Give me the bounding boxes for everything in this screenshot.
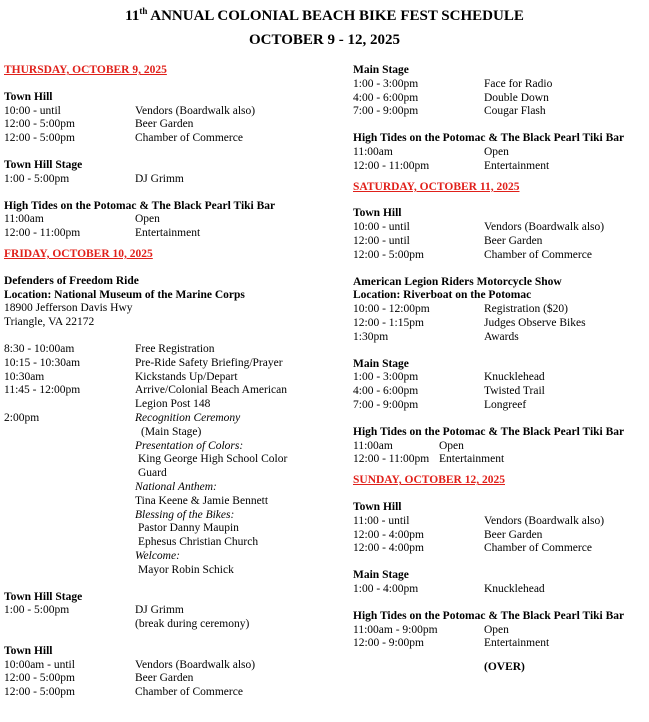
program-detail: Tina Keene & Jamie Bennett — [135, 494, 269, 507]
program-detail: Ephesus Christian Church — [138, 536, 259, 549]
program-label: Presentation of Colors: — [135, 439, 244, 452]
section-title: American Legion Riders Motorcycle Show — [353, 275, 562, 288]
left-column — [4, 64, 334, 700]
over-note: (OVER) — [484, 661, 525, 674]
schedule-row: 12:00 - 11:00pm Entertainment — [4, 227, 201, 240]
location-line: Location: Riverboat on the Potomac — [353, 289, 532, 302]
program-label: Welcome: — [135, 549, 180, 562]
schedule-row: 10:15 - 10:30am Pre-Ride Safety Briefing/Prayer — [4, 356, 283, 369]
section-title: Main Stage — [353, 569, 409, 582]
schedule-row: 7:00 - 9:00pm Cougar Flash — [353, 105, 546, 118]
address-line: 18900 Jefferson Davis Hwy — [4, 302, 133, 315]
schedule-row: 12:00 - 4:00pm Beer Garden — [353, 528, 543, 541]
schedule-row: 1:00 - 3:00pm Face for Radio — [353, 77, 553, 90]
program-label: National Anthem: — [135, 480, 217, 493]
schedule-row: 10:00 - until Vendors (Boardwalk also) — [4, 104, 256, 117]
schedule-row: 10:00 - until Vendors (Boardwalk also) — [353, 221, 605, 234]
page-header — [0, 6, 649, 50]
schedule-row: 12:00 - 5:00pm Chamber of Commerce — [4, 132, 243, 145]
schedule-row: 10:30am Kickstands Up/Depart — [4, 370, 238, 383]
schedule-row: 11:00am - 9:00pm Open — [353, 623, 509, 636]
schedule-row: 1:30pm Awards — [353, 330, 519, 343]
schedule-row: 10:00 - 12:00pm Registration ($20) — [353, 303, 568, 316]
schedule-row: Legion Post 148 — [135, 398, 211, 411]
ceremony-location: (Main Stage) — [141, 425, 202, 438]
schedule-row: 11:45 - 12:00pm Arrive/Colonial Beach American — [4, 384, 288, 397]
schedule-row: 2:00pm Recognition Ceremony — [4, 411, 241, 424]
schedule-row: 12:00 - 5:00pm Beer Garden — [4, 118, 194, 131]
schedule-row: 12:00 - 1:15pm Judges Observe Bikes — [353, 316, 586, 329]
schedule-row: 10:00am - until Vendors (Boardwalk also) — [4, 658, 256, 671]
schedule-row: 11:00am Open — [353, 145, 509, 158]
schedule-row: 12:00 - 11:00pm Entertainment — [353, 453, 505, 466]
section-title: Town Hill — [4, 90, 53, 103]
schedule-row: 11:00am Open — [4, 213, 160, 226]
schedule-row: 1:00 - 4:00pm Knucklehead — [353, 582, 545, 595]
schedule-row: 1:00 - 5:00pm DJ Grimm — [4, 172, 184, 185]
schedule-row: 12:00 - 5:00pm Beer Garden — [4, 672, 194, 685]
section-title: Town Hill — [353, 500, 402, 513]
schedule-row: 12:00 - 5:00pm Chamber of Commerce — [4, 686, 243, 699]
schedule-row: 7:00 - 9:00pm Longreef — [353, 398, 527, 411]
section-title: Town Hill — [4, 644, 53, 657]
section-title: High Tides on the Potomac & The Black Pearl Tiki Bar — [353, 425, 625, 438]
day-heading-friday: FRIDAY, OCTOBER 10, 2025 — [4, 247, 153, 260]
location-line: Location: National Museum of the Marine Corps — [4, 288, 245, 301]
section-title: Main Stage — [353, 64, 409, 76]
program-detail: Guard — [138, 467, 167, 480]
schedule-row: 12:00 - 9:00pm Entertainment — [353, 637, 550, 650]
section-title: High Tides on the Potomac & The Black Pearl Tiki Bar — [353, 609, 625, 622]
schedule-row: 12:00 - 4:00pm Chamber of Commerce — [353, 542, 592, 555]
section-title: Town Hill Stage — [4, 590, 83, 603]
section-title: Town Hill Stage — [4, 158, 83, 171]
schedule-row: 11:00 - until Vendors (Boardwalk also) — [353, 514, 605, 527]
schedule-row: 12:00 - until Beer Garden — [353, 234, 543, 247]
page-dates: OCTOBER 9 - 12, 2025 — [249, 32, 400, 48]
schedule-row: (break during ceremony) — [135, 618, 250, 631]
section-title: High Tides on the Potomac & The Black Pearl Tiki Bar — [353, 132, 625, 145]
schedule-row: 8:30 - 10:00am Free Registration — [4, 342, 215, 355]
right-column — [353, 64, 645, 675]
day-heading-sunday: SUNDAY, OCTOBER 12, 2025 — [353, 474, 505, 487]
schedule-row: 12:00 - 11:00pm Entertainment — [353, 159, 550, 172]
section-title: Defenders of Freedom Ride — [4, 274, 139, 287]
program-detail: Pastor Danny Maupin — [138, 522, 239, 535]
program-detail: King George High School Color — [138, 453, 288, 466]
day-heading-saturday: SATURDAY, OCTOBER 11, 2025 — [353, 180, 520, 193]
program-label: Blessing of the Bikes: — [135, 508, 235, 521]
schedule-row: 4:00 - 6:00pm Double Down — [353, 91, 549, 104]
day-heading-thursday: THURSDAY, OCTOBER 9, 2025 — [4, 64, 167, 76]
section-title: Main Stage — [353, 357, 409, 370]
address-line: Triangle, VA 22172 — [4, 316, 95, 329]
schedule-row: 12:00 - 5:00pm Chamber of Commerce — [353, 248, 592, 261]
schedule-row: 11:00am Open — [353, 439, 464, 452]
program-detail: Mayor Robin Schick — [138, 563, 234, 576]
schedule-row: 1:00 - 5:00pm DJ Grimm — [4, 604, 184, 617]
page-title: 11th ANNUAL COLONIAL BEACH BIKE FEST SCHEDULE — [125, 6, 524, 24]
schedule-row: 1:00 - 3:00pm Knucklehead — [353, 371, 545, 384]
schedule-row: 4:00 - 6:00pm Twisted Trail — [353, 385, 545, 398]
section-title: Town Hill — [353, 207, 402, 220]
section-title: High Tides on the Potomac & The Black Pearl Tiki Bar — [4, 199, 276, 212]
